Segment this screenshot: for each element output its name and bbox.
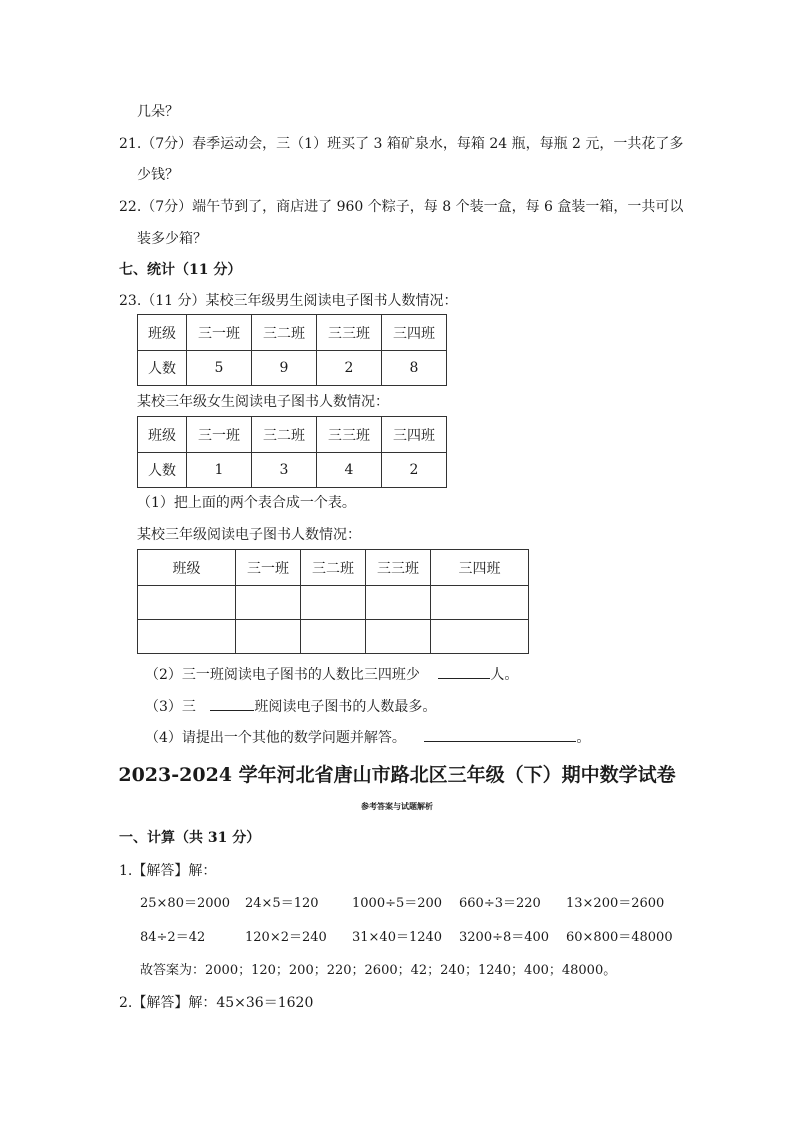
q22-text-line1: 22.（7分）端午节到了，商店进了 960 个粽子，每 8 个装一盒，每 6 盒装一箱，一共可以 <box>119 199 684 215</box>
calc-item: 13×200＝2600 <box>566 896 665 911</box>
table-header-cell: 班级 <box>138 315 187 351</box>
table-header-cell: 班级 <box>138 417 187 453</box>
calc-item: 25×80＝2000 <box>140 896 231 911</box>
table-cell: 2 <box>317 351 382 386</box>
table-header-cell: 三四班 <box>431 550 529 586</box>
calc-item: 1000÷5＝200 <box>352 896 443 911</box>
sub-question-1: （1）把上面的两个表合成一个表。 <box>137 495 356 511</box>
answers-subtitle: 参考答案与试题解析 <box>361 801 433 811</box>
girls-reading-table <box>137 416 447 488</box>
table-cell: 4 <box>317 453 382 488</box>
calc-item: 31×40＝1240 <box>352 930 443 945</box>
table-header-cell: 三一班 <box>236 550 301 586</box>
empty-answer-cell[interactable] <box>236 586 301 620</box>
answers-title: 2023-2024 学年河北省唐山市路北区三年级（下）期中数学试卷 <box>118 764 676 786</box>
q23-intro: 23.（11 分）某校三年级男生阅读电子图书人数情况： <box>119 293 458 309</box>
q20-continuation: 几朵？ <box>137 104 179 120</box>
answer-1-label: 1.【解答】解： <box>119 863 217 879</box>
table-cell: 1 <box>187 453 252 488</box>
table-header-cell: 班级 <box>138 550 236 586</box>
sub2-text: （2）三一班阅读电子图书的人数比三四班少 <box>145 667 420 683</box>
sub2-unit: 人。 <box>490 667 519 683</box>
table-cell: 2 <box>382 453 447 488</box>
combined-reading-table <box>137 549 529 654</box>
table-cell: 人数 <box>138 351 187 386</box>
q21-text-line2: 少钱？ <box>137 167 179 183</box>
empty-answer-cell[interactable] <box>431 586 529 620</box>
table-cell: 3 <box>252 453 317 488</box>
table-header-cell: 三二班 <box>301 550 366 586</box>
empty-answer-cell[interactable] <box>366 620 431 654</box>
empty-answer-cell[interactable] <box>366 586 431 620</box>
sub-question-4 <box>145 727 590 747</box>
sub4-text: （4）请提出一个其他的数学问题并解答。 <box>145 730 406 746</box>
section7-heading: 七、统计（11 分） <box>119 262 242 278</box>
empty-answer-cell[interactable] <box>236 620 301 654</box>
table-header-cell: 三二班 <box>252 417 317 453</box>
table-header-cell: 三三班 <box>317 417 382 453</box>
table-header-cell: 三三班 <box>366 550 431 586</box>
table-cell: 8 <box>382 351 447 386</box>
empty-answer-cell[interactable] <box>431 620 529 654</box>
sub-question-2 <box>145 664 518 684</box>
calc-item: 84÷2＝42 <box>140 930 206 945</box>
answer-2: 2.【解答】解：45×36＝1620 <box>119 995 314 1011</box>
empty-answer-cell[interactable] <box>301 620 366 654</box>
sub3-text-a: （3）三 <box>145 699 196 715</box>
table-cell: 5 <box>187 351 252 386</box>
sub4-end: 。 <box>576 730 591 746</box>
table-header-cell: 三四班 <box>382 417 447 453</box>
answer-1-conclusion: 故答案为：2000；120；200；220；2600；42；240；1240；400；48000。 <box>140 963 617 978</box>
answer-blank[interactable] <box>424 727 576 742</box>
calc-item: 24×5＝120 <box>245 896 319 911</box>
answer-blank[interactable] <box>210 696 254 711</box>
empty-answer-cell[interactable] <box>138 620 236 654</box>
calc-item: 3200÷8＝400 <box>459 930 550 945</box>
table-header-cell: 三四班 <box>382 315 447 351</box>
calc-item: 660÷3＝220 <box>459 896 541 911</box>
answers-section1-heading: 一、计算（共 31 分） <box>119 830 261 846</box>
table-header-cell: 三三班 <box>317 315 382 351</box>
q21-text-line1: 21.（7分）春季运动会，三（1）班买了 3 箱矿泉水，每箱 24 瓶，每瓶 2 元，一共花了多 <box>119 136 684 152</box>
table-header-cell: 三一班 <box>187 315 252 351</box>
answer-blank[interactable] <box>438 664 490 679</box>
table-cell: 人数 <box>138 453 187 488</box>
table-header-cell: 三一班 <box>187 417 252 453</box>
calc-item: 120×2＝240 <box>245 930 327 945</box>
table-cell: 9 <box>252 351 317 386</box>
boys-reading-table <box>137 314 447 386</box>
girls-intro: 某校三年级女生阅读电子图书人数情况： <box>137 394 389 410</box>
empty-answer-cell[interactable] <box>301 586 366 620</box>
empty-answer-cell[interactable] <box>138 586 236 620</box>
q22-text-line2: 装多少箱？ <box>137 231 207 247</box>
table-header-cell: 三二班 <box>252 315 317 351</box>
calc-item: 60×800＝48000 <box>566 930 673 945</box>
sub-question-3 <box>145 696 436 716</box>
combined-intro: 某校三年级阅读电子图书人数情况： <box>137 527 361 543</box>
sub3-text-b: 班阅读电子图书的人数最多。 <box>254 699 437 715</box>
